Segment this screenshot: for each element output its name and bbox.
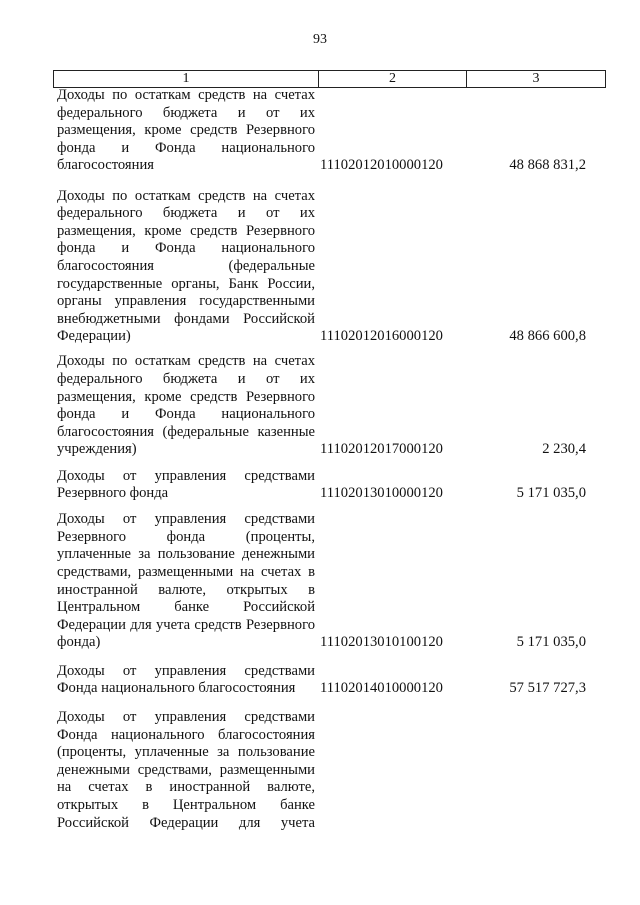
row-description: Доходы по остаткам средств на счетах федерального бюджета и от их размещения, кроме средств Резервного фонда и Фонда национального благосостояния <box>57 87 315 174</box>
row-description: Доходы от управления средствами Резервного фонда <box>57 467 315 502</box>
row-description: Доходы от управления средствами Фонда национального благосостояния <box>57 662 315 697</box>
row-amount: 48 866 600,8 <box>509 328 586 345</box>
row-description: Доходы по остаткам средств на счетах федерального бюджета и от их размещения, кроме средств Резервного фонда и Фонда национального благосостояния (федеральные казенные учреждения) <box>57 353 315 458</box>
row-amount: 5 171 035,0 <box>516 634 586 651</box>
table-row <box>57 87 607 175</box>
row-description: Доходы по остаткам средств на счетах федерального бюджета и от их размещения, кроме средств Резервного фонда и Фонда национального благосостояния (федеральные государственные органы, Банк России, органы управления государственными внебюджетными фондами Российской Федерации) <box>57 187 315 345</box>
table-row <box>57 355 607 459</box>
row-amount: 5 171 035,0 <box>516 485 586 502</box>
row-code: 11102012017000120 <box>320 441 443 458</box>
table-row <box>57 467 607 503</box>
row-code: 11102013010100120 <box>320 634 443 651</box>
row-amount: 57 517 727,3 <box>509 680 586 697</box>
row-code: 11102012010000120 <box>320 157 443 174</box>
row-code: 11102012016000120 <box>320 328 443 345</box>
row-amount: 48 868 831,2 <box>509 157 586 174</box>
table-row <box>57 511 607 652</box>
table-body <box>57 87 607 834</box>
column-header-1: 1 <box>54 71 319 87</box>
row-amount: 2 230,4 <box>542 441 586 458</box>
table-header <box>53 70 606 88</box>
table-row <box>57 709 607 834</box>
table-row <box>57 182 607 346</box>
page-number: 93 <box>313 32 327 47</box>
row-code: 11102013010000120 <box>320 485 443 502</box>
column-header-3: 3 <box>532 71 540 86</box>
row-code: 11102014010000120 <box>320 680 443 697</box>
table-row <box>57 662 607 698</box>
column-header-2: 2 <box>319 71 467 87</box>
row-description: Доходы от управления средствами Фонда национального благосостояния (проценты, уплаченные за пользование денежными средствами, размещенными на счетах в иностранной валюте, открытых в Центральном банке Российской Федерации для учета <box>57 709 315 831</box>
row-description: Доходы от управления средствами Резервного фонда (проценты, уплаченные за пользование денежными средствами, размещенными на счетах в иностранной валюте, открытых в Центральном банке Российской Федерации для учета средств Резервного фонда) <box>57 511 315 651</box>
